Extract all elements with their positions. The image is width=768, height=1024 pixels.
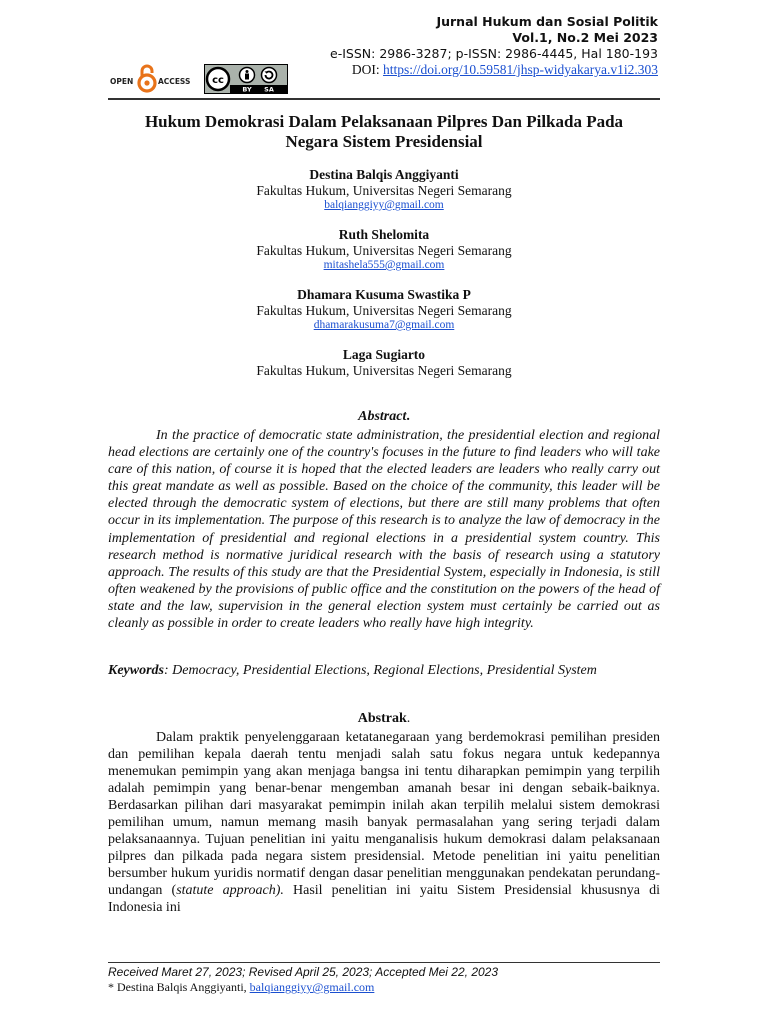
abstrak-heading: Abstrak. [357,711,411,726]
corresponding-author [108,980,660,995]
author-block-2 [108,227,660,271]
abstrak-text-part2: Hasil penelitian ini yaitu Sistem Presidensial khususnya di Indonesia ini [108,883,660,915]
header-rule [108,98,660,100]
journal-name: Jurnal Hukum dan Sosial Politik [436,14,658,29]
svg-text:cc: cc [212,75,224,86]
cc-by-label: BY [242,85,252,94]
keywords-label: Keywords [108,663,164,678]
paper-title-line1: Hukum Demokrasi Dalam Pelaksanaan Pilpres Dan Pilkada Pada [144,112,624,131]
corresponding-author-email[interactable]: balqianggiyy@gmail.com [249,980,375,994]
author-block-1 [108,167,660,211]
author-email[interactable]: dhamarakusuma7@gmail.com [313,319,455,331]
journal-issn: e-ISSN: 2986-3287; p-ISSN: 2986-4445, Hal 180-193 [330,46,658,61]
doi-link[interactable]: https://doi.org/10.59581/jhsp-widyakarya.v1i2.303 [383,62,658,77]
keywords-text: : Democracy, Presidential Elections, Regional Elections, Presidential System [164,663,597,678]
open-access-right-text: ACCESS [158,77,191,86]
author-block-3 [108,287,660,331]
abstrak-text-part1: Dalam praktik penyelenggaraan ketatanegaraan yang berdemokrasi pemilihan presiden dan pemilihan kepala daerah tentu menjadi salah satu fokus negara untuk kedepannya menemukan pemimpin yang akan menjaga bangsa ini tentu diharapkan pemimpin yang terpilih adalah pemimpin yang benar-benar mengemban amanah besar ini dengan sebaik-baiknya. Berdasarkan pilihan dari masyarakat pemimpin inilah akan terpilih melalui sistem demokrasi pemilihan umum, namun memang masih banyak permasalahan yang sering terjadi dalam pelaksanaannya. Tujuan penelitian ini yaitu menganalisis hukum demokrasi dalam pelaksanaan pilpres dan pilkada pada negara sistem presidensial. Metode penelitian ini yaitu penelitian bersumber hukum yuridis normatif dengan dasar penelitian menggunakan pendekatan perundang-undangan ( [108,730,660,898]
author-affiliation: Fakultas Hukum, Universitas Negeri Semarang [256,243,512,258]
author-affiliation: Fakultas Hukum, Universitas Negeri Semarang [256,363,512,378]
doi-line [352,62,658,78]
cc-by-sa-icon [204,64,288,94]
journal-volume: Vol.1, No.2 Mei 2023 [512,30,658,45]
paper-title [108,112,660,152]
keywords-line [108,662,660,679]
author-affiliation: Fakultas Hukum, Universitas Negeri Semarang [256,183,512,198]
open-access-logo [110,64,196,94]
author-name: Laga Sugiarto [342,347,426,362]
author-name: Ruth Shelomita [338,227,430,242]
open-access-lock-icon [136,64,158,94]
author-affiliation: Fakultas Hukum, Universitas Negeri Semarang [256,303,512,318]
author-email[interactable]: mitashela555@gmail.com [323,259,445,271]
abstract-text: In the practice of democratic state administration, the presidential election and regional head elections are certainly one of the country's focuses in the future to find leaders who will take care of this nation, of course it is hoped that the elected leaders are leaders who really carry out this great mandate as well as possible. Based on the choice of the community, this leader will be elected through the democratic system of elections, but there are still many problems that often occur in its implementation. The purpose of this research is to analyze the law of democracy in the implementation of presidential and regional elections in a presidential system country. This research method is normative juridical research with the basis of research using a statutory approach. The results of this study are that the Presidential System, especially in Indonesia, is still often weakened by the provisions of public office and the constitution on the powers of the head of state and the law, supervision in the general election system must certainly be carried out as cleanly as possible in order to create leaders who really have high integrity. [108,428,660,632]
abstrak-text [108,729,660,916]
corresponding-author-name: * Destina Balqis Anggiyanti, [108,980,250,994]
author-email[interactable]: balqianggiyy@gmail.com [324,199,444,211]
cc-sa-label: SA [264,85,274,94]
footer-rule [108,962,660,963]
abstract-heading: Abstract. [358,409,410,424]
abstrak-text-italic: statute approach). [176,883,284,898]
received-dates: Received Maret 27, 2023; Revised April 25, 2023; Accepted Mei 22, 2023 [108,965,499,979]
open-access-left-text: OPEN [110,77,134,86]
author-name: Destina Balqis Anggiyanti [309,167,459,182]
doi-label: DOI: [351,62,384,77]
author-name: Dhamara Kusuma Swastika P [297,287,471,302]
paper-title-line2: Negara Sistem Presidensial [285,132,483,151]
author-block-4 [108,347,660,379]
